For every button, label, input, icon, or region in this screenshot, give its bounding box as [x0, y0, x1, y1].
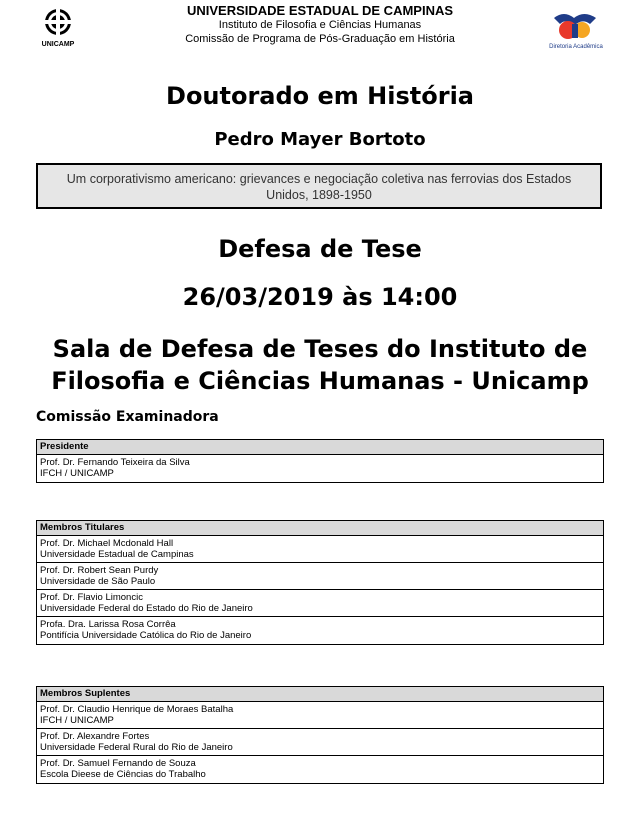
diretoria-academica-logo — [548, 8, 604, 52]
member-row — [37, 455, 603, 482]
candidate-name: Pedro Mayer Bortoto — [214, 129, 426, 150]
event-venue: Sala de Defesa de Teses do Instituto de Filosofia e Ciências Humanas - Unicamp — [51, 335, 589, 395]
member-row — [37, 590, 603, 617]
member-institution: Universidade Federal Rural do Rio de Janeiro — [40, 742, 233, 753]
committee-group-titulares — [36, 520, 604, 645]
member-name: Prof. Dr. Claudio Henrique de Moraes Batalha — [40, 704, 234, 715]
unicamp-logo-text: UNICAMP — [41, 41, 75, 48]
member-name: Prof. Dr. Robert Sean Purdy — [40, 565, 159, 576]
group-label: Presidente — [37, 440, 603, 455]
member-name: Prof. Dr. Flavio Limoncic — [40, 592, 143, 603]
member-row — [37, 563, 603, 590]
program-title: Doutorado em História — [166, 82, 474, 110]
member-name: Prof. Dr. Fernando Teixeira da Silva — [40, 457, 190, 468]
institute-name: Instituto de Filosofia e Ciências Humanas — [218, 19, 422, 31]
group-label: Membros Titulares — [37, 521, 603, 536]
member-institution: Universidade Federal do Estado do Rio de Janeiro — [40, 603, 253, 614]
commission-name: Comissão de Programa de Pós-Graduação em História — [185, 33, 455, 45]
member-row — [37, 702, 603, 729]
university-name: UNIVERSIDADE ESTADUAL DE CAMPINAS — [186, 3, 454, 18]
diretoria-logo-text: Diretoria Acadêmica — [549, 44, 603, 50]
member-name: Profa. Dra. Larissa Rosa Corrêa — [40, 619, 176, 630]
member-row — [37, 617, 603, 644]
member-institution: Pontifícia Universidade Católica do Rio de Janeiro — [40, 630, 252, 641]
member-institution: Universidade de São Paulo — [40, 576, 156, 587]
committee-group-suplentes — [36, 686, 604, 784]
member-institution: IFCH / UNICAMP — [40, 468, 114, 479]
member-row — [37, 756, 603, 783]
document-header — [0, 0, 640, 56]
thesis-title: Um corporativismo americano: grievances e negociação coletiva nas ferrovias dos Estados Unidos, 1898-1950 — [66, 172, 572, 202]
member-row — [37, 536, 603, 563]
thesis-title-box — [36, 163, 602, 209]
member-institution: Escola Dieese de Ciências do Trabalho — [40, 769, 206, 780]
committee-group-presidente — [36, 439, 604, 483]
member-row — [37, 729, 603, 756]
committee-heading: Comissão Examinadora — [36, 409, 219, 425]
event-datetime: 26/03/2019 às 14:00 — [182, 283, 458, 311]
member-name: Prof. Dr. Samuel Fernando de Souza — [40, 758, 196, 769]
member-institution: Universidade Estadual de Campinas — [40, 549, 194, 560]
event-type: Defesa de Tese — [218, 235, 422, 263]
group-label: Membros Suplentes — [37, 687, 603, 702]
member-name: Prof. Dr. Alexandre Fortes — [40, 731, 150, 742]
unicamp-logo — [36, 6, 80, 50]
member-institution: IFCH / UNICAMP — [40, 715, 114, 726]
member-name: Prof. Dr. Michael Mcdonald Hall — [40, 538, 174, 549]
